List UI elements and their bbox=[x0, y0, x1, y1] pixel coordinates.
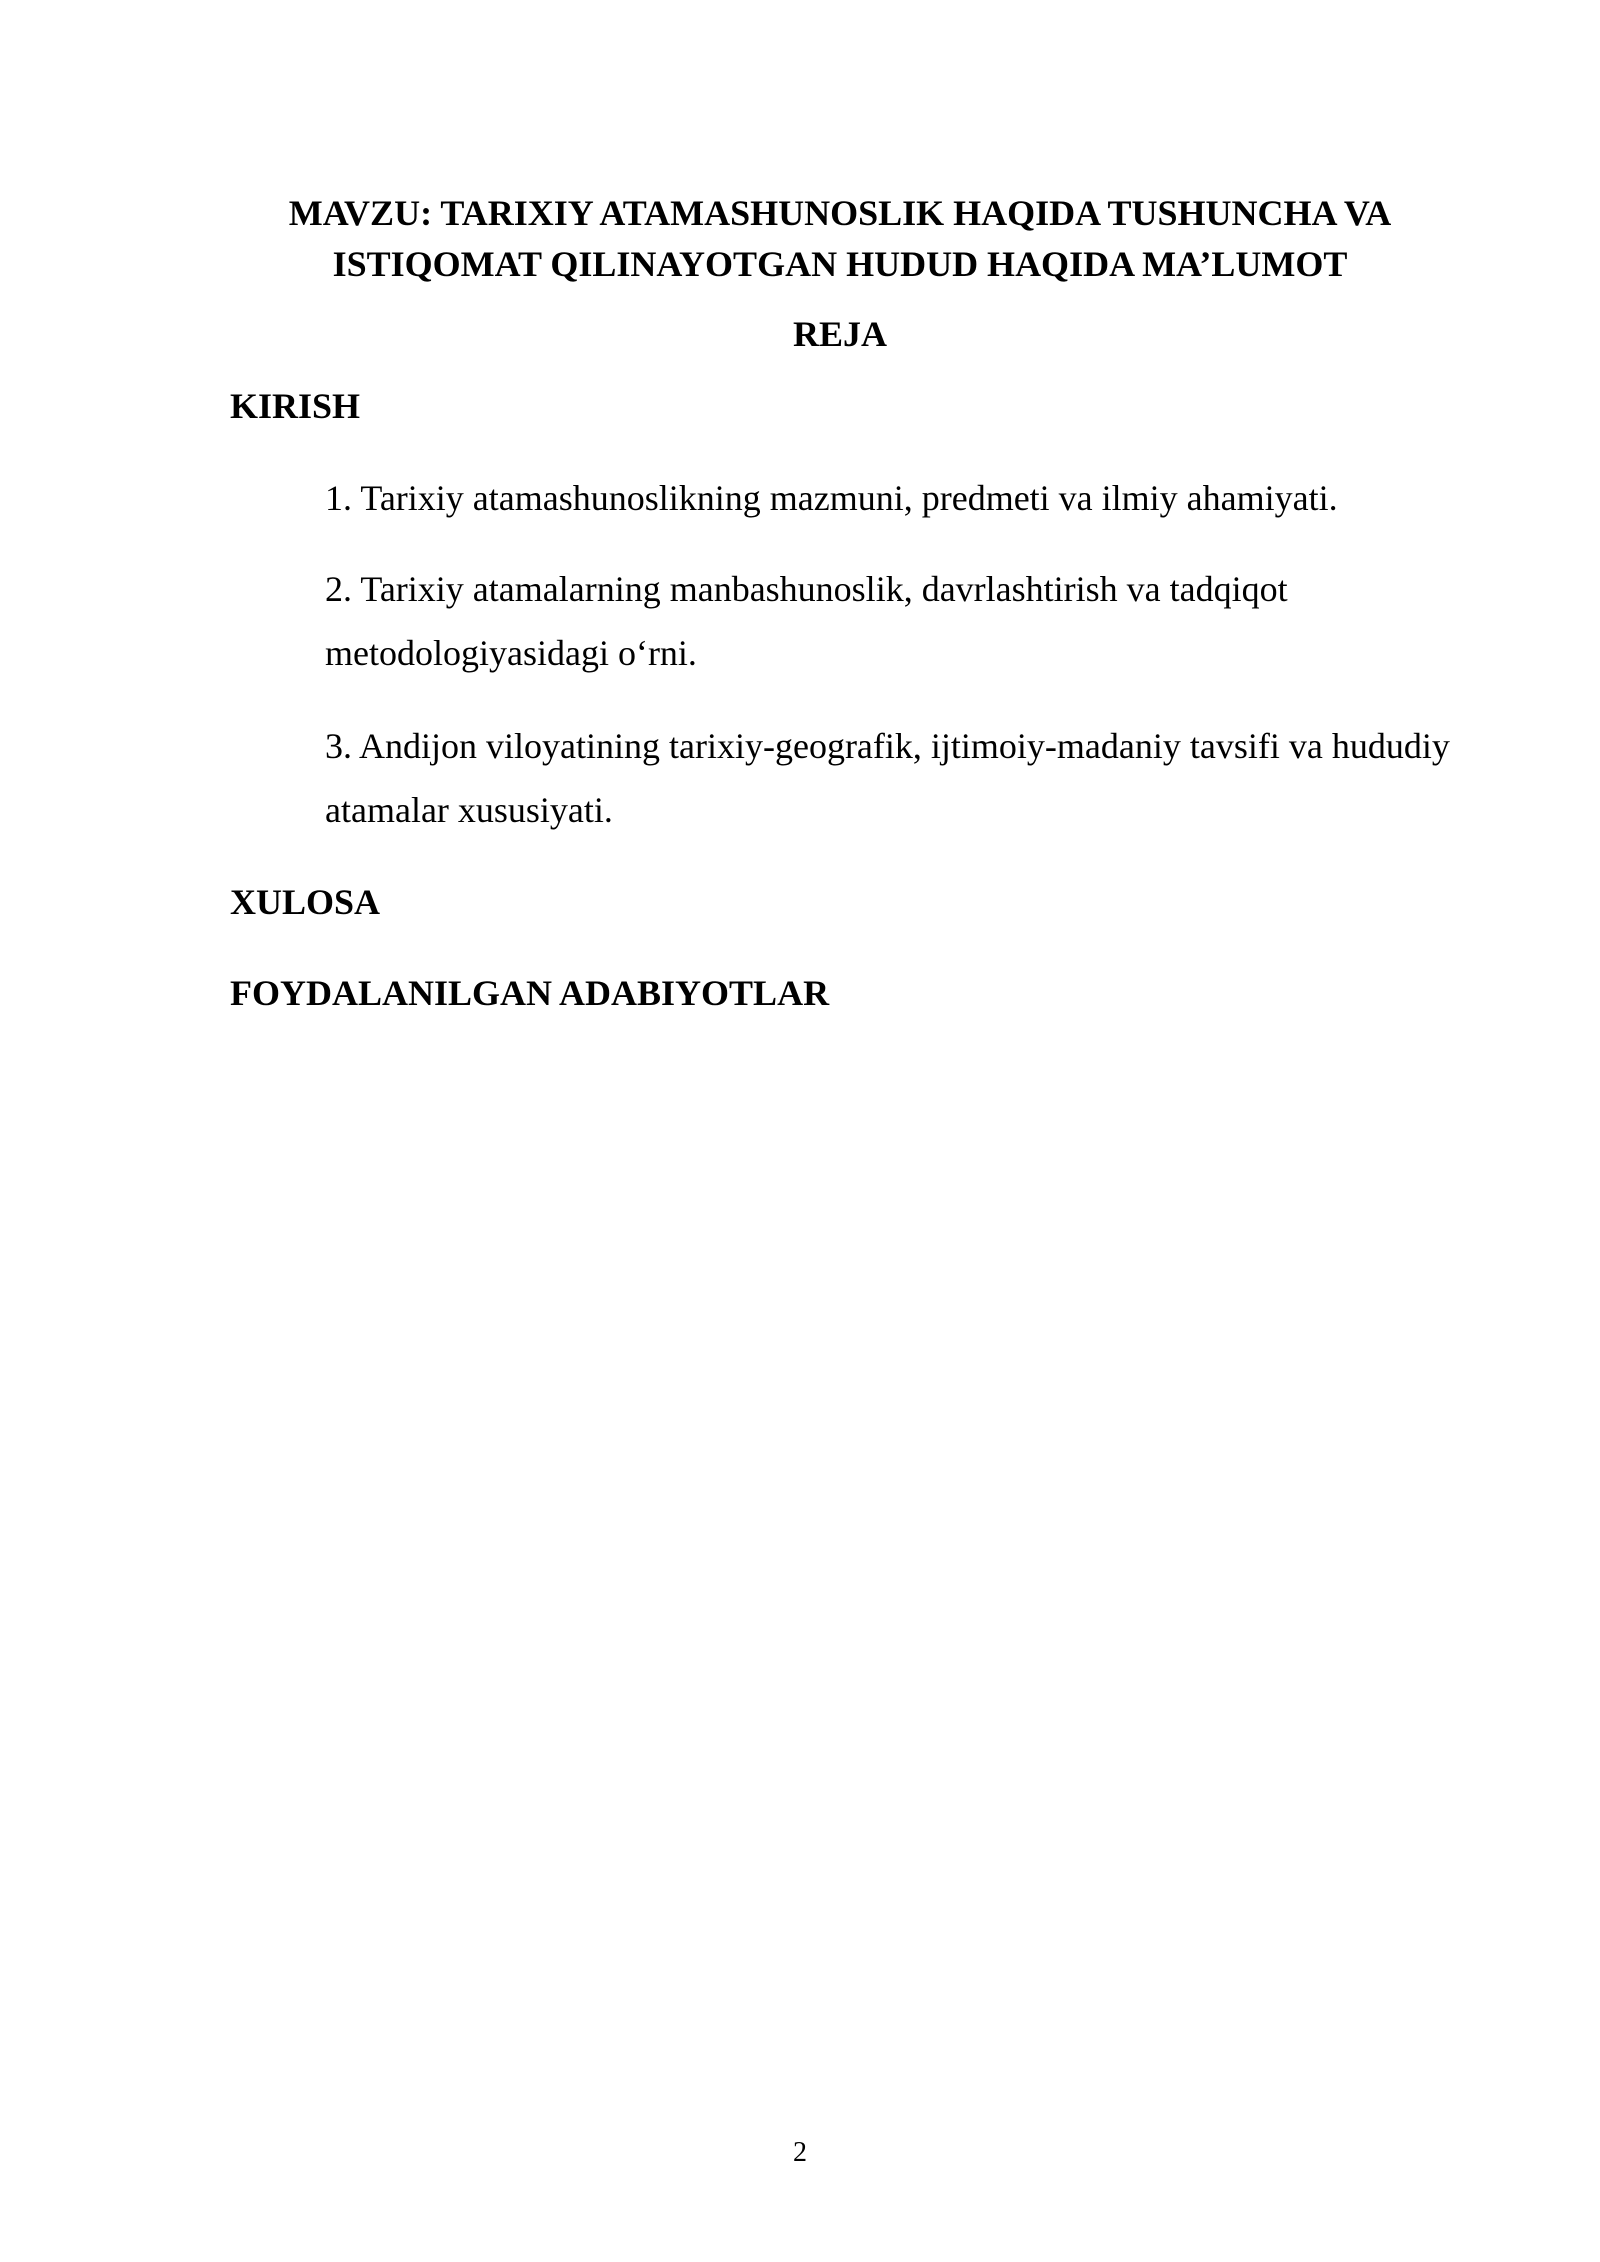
document-title-line-1: MAVZU: TARIXIY ATAMASHUNOSLIK HAQIDA TUSHUNCHA VA bbox=[288, 193, 1392, 233]
references-heading: FOYDALANILGAN ADABIYOTLAR bbox=[230, 973, 830, 1013]
plan-item-1: 1. Tarixiy atamashunoslikning mazmuni, predmeti va ilmiy ahamiyati. bbox=[325, 478, 1338, 518]
document-title bbox=[230, 188, 1450, 290]
plan-item-3: 3. Andijon viloyatining tarixiy-geografik, ijtimoiy-madaniy tavsifi va hududiy atamalar xususiyati. bbox=[325, 726, 1450, 830]
page-number: 2 bbox=[793, 2137, 807, 2168]
intro-heading: KIRISH bbox=[230, 386, 361, 426]
plan-heading: REJA bbox=[792, 314, 887, 354]
plan-item-2: 2. Tarixiy atamalarning manbashunoslik, davrlashtirish va tadqiqot metodologiyasidagi o‘rni. bbox=[325, 569, 1288, 673]
conclusion-heading: XULOSA bbox=[230, 882, 381, 922]
document-title-line-2: ISTIQOMAT QILINAYOTGAN HUDUD HAQIDA MA’LUMOT bbox=[332, 244, 1348, 284]
